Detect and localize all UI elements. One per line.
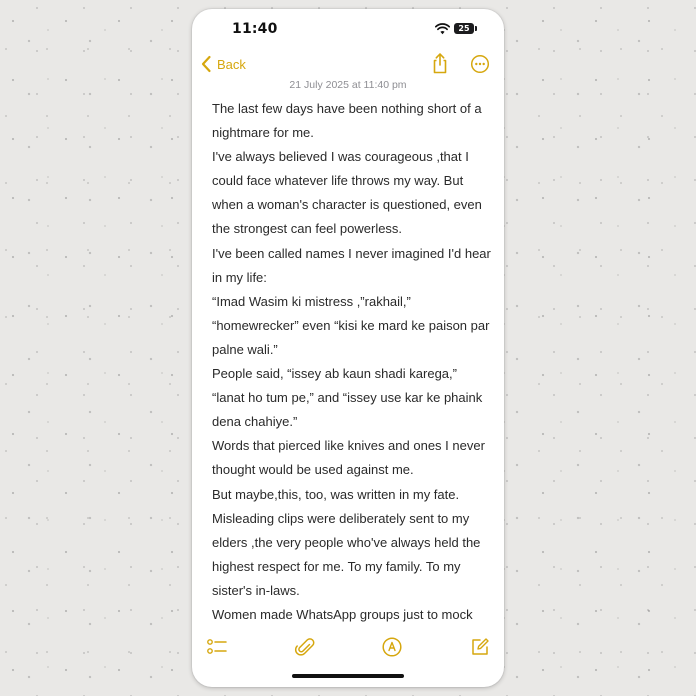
battery-icon: 25 (454, 23, 474, 34)
markup-icon[interactable] (381, 636, 403, 658)
note-line: elders ,the very people who've always held the (212, 534, 481, 550)
back-label: Back (217, 56, 246, 72)
note-line: Women made WhatsApp groups just to mock (212, 606, 473, 622)
note-line: nightmare for me. (212, 125, 314, 141)
note-line: highest respect for me. To my family. To my (212, 558, 461, 574)
note-body[interactable] (212, 97, 494, 627)
note-line: sister's in-laws. (212, 582, 300, 598)
note-line: palne wali.” (212, 341, 278, 357)
note-line: dena chahiye.” (212, 414, 298, 430)
chevron-left-icon (200, 55, 212, 73)
note-line: I've always believed I was courageous ,that I (212, 149, 469, 165)
battery-tip (475, 26, 477, 31)
note-line: The last few days have been nothing short of a (212, 101, 482, 116)
back-button[interactable] (200, 53, 246, 75)
status-time: 11:40 (232, 21, 278, 37)
more-icon[interactable] (470, 54, 490, 74)
paperclip-icon[interactable] (294, 636, 316, 658)
note-line: when a woman's character is questioned, even (212, 197, 482, 213)
compose-icon[interactable] (469, 636, 491, 658)
note-line: I've been called names I never imagined I'd hear (212, 245, 491, 261)
note-line: could face whatever life throws my way. But (212, 173, 464, 189)
note-line: But maybe,this, too, was written in my fate. (212, 486, 460, 502)
checklist-icon[interactable] (206, 636, 228, 658)
note-line: the strongest can feel powerless. (212, 221, 403, 237)
home-indicator[interactable] (292, 674, 404, 678)
note-line: thought would be used against me. (212, 462, 414, 478)
note-line: in my life: (212, 269, 267, 285)
note-line: “homewrecker” even “kisi ke mard ke paison par (212, 317, 490, 333)
note-line: “Imad Wasim ki mistress ,”rakhail,” (212, 293, 411, 309)
wifi-icon (435, 23, 450, 35)
note-line: Words that pierced like knives and ones I never (212, 438, 485, 454)
note-date: 21 July 2025 at 11:40 pm (289, 79, 407, 91)
note-line: People said, “issey ab kaun shadi karega,” (212, 366, 457, 382)
note-line: “lanat ho tum pe,” and “issey use kar ke phaink (212, 390, 483, 406)
share-icon[interactable] (430, 52, 450, 74)
note-line: Misleading clips were deliberately sent to my (212, 510, 470, 526)
phone-screen (192, 9, 504, 687)
